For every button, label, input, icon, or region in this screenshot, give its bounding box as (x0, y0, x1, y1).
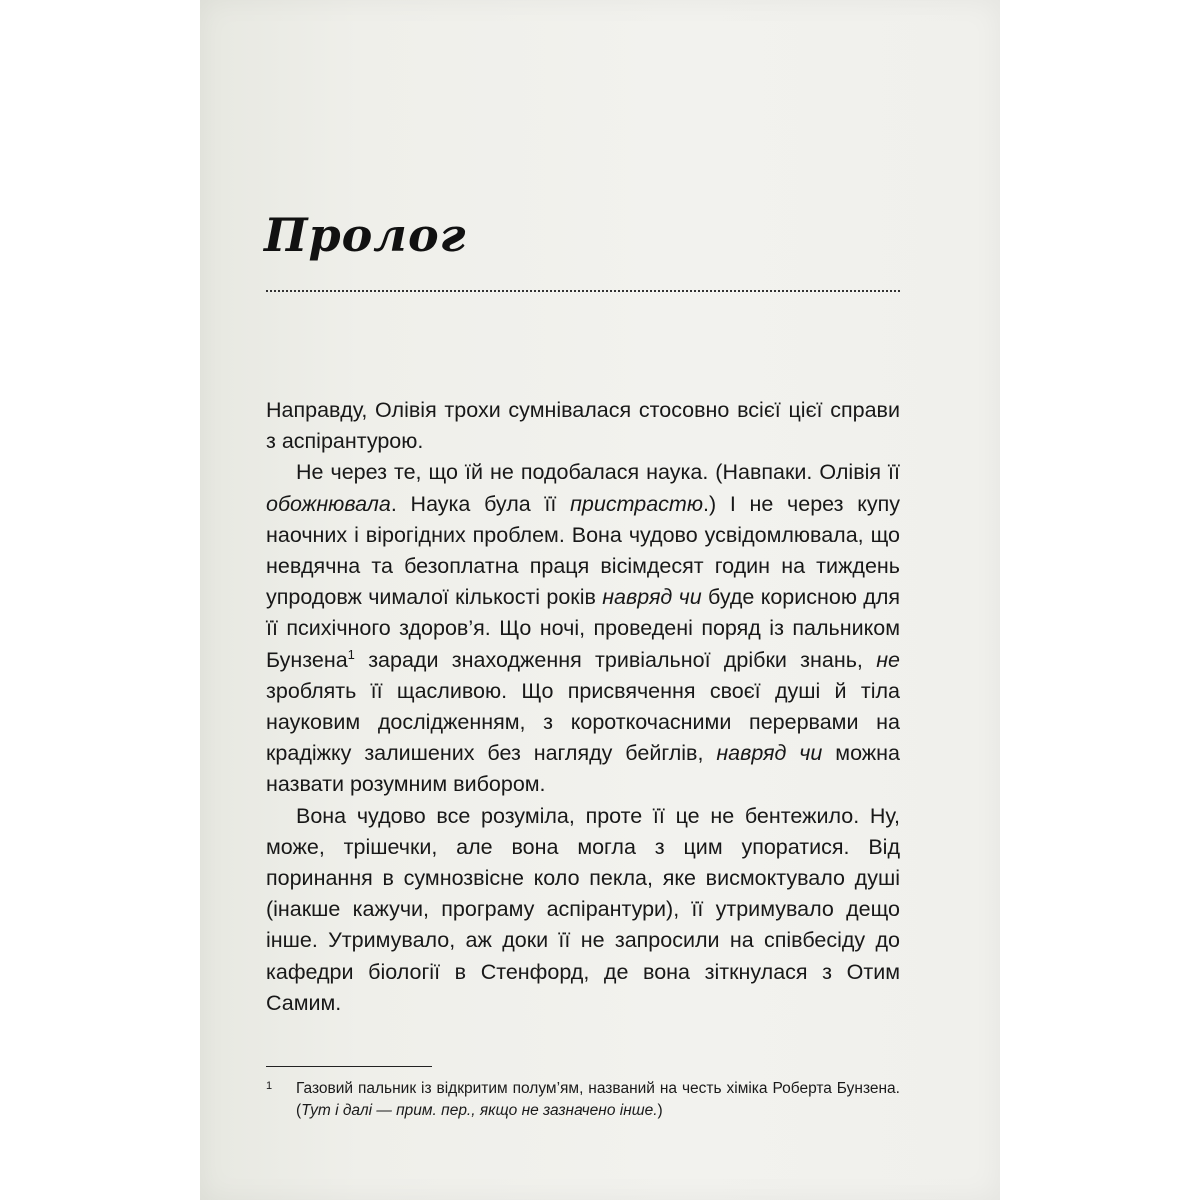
text-segment: . Наука була її (390, 491, 571, 516)
italic-text: навряд чи (602, 585, 702, 610)
footnote-number: 1 (266, 1080, 273, 1092)
text-segment: Не через те, що їй не подобалася наука. (Навпаки. Олівія її (296, 460, 900, 485)
text-segment: можна назвати розумним вибором. (266, 741, 900, 797)
italic-text: Тут і далі — прим. пер., якщо не зазначено інше. (301, 1102, 658, 1119)
footnote-reference: 1 (347, 646, 355, 662)
footnote (266, 1078, 900, 1122)
footnote-text (296, 1078, 900, 1122)
text-segment: зроблять її щасливою. Що присвячення своєї душі й тіла науковим дослідженням, з короткочасними перервами на крадіжку залишених без нагляду бейглів, (266, 678, 900, 766)
text-segment: заради знаходження тривіальної дрібки знань, (354, 647, 877, 672)
text-segment: буде корисною для її психічного здоров’я. Що ночі, проведені поряд із пальником Бунзена (266, 585, 901, 672)
dotted-divider (266, 290, 900, 292)
text-segment: ) (657, 1102, 663, 1119)
text-segment: Газовий пальник із відкритим полум’ям, названий на честь хіміка Роберта Бунзена. ( (296, 1080, 900, 1119)
italic-text: обожнювала (266, 491, 391, 516)
chapter-title: Пролог (264, 208, 467, 262)
italic-text: пристрастю (570, 491, 703, 516)
italic-text: не (876, 647, 900, 672)
book-page (200, 0, 1000, 1200)
chapter-body (266, 395, 900, 1019)
text-segment: .) І не через купу наочних і вірогідних проблем. Вона чудово усвідомлювала, що невдячна та безоплатна праця вісімдесят годин на тиждень упродовж чималої кількості років (266, 491, 900, 610)
italic-text: навряд чи (716, 741, 823, 766)
paragraph-2 (266, 457, 900, 800)
paragraph-1 (266, 395, 900, 457)
footnote-separator (266, 1066, 432, 1067)
text-segment: Направду, Олівія трохи сумнівалася стосовно всієї цієї справи з аспірантурою. (266, 398, 900, 454)
paragraph-3 (266, 801, 900, 1019)
text-segment: Вона чудово все розуміла, проте її це не бентежило. Ну, може, трішечки, але вона могла з цим упоратися. Від поринання в сумнозвісне коло пекла, яке висмоктувало душі (інакше кажучи, програму аспірантури), її утримувало дещо інше. Утримувало, аж доки її не запросили на співбесіду до кафедри біології в Стенфорд, де вона зіткнулася з Отим Самим. (266, 803, 900, 1015)
